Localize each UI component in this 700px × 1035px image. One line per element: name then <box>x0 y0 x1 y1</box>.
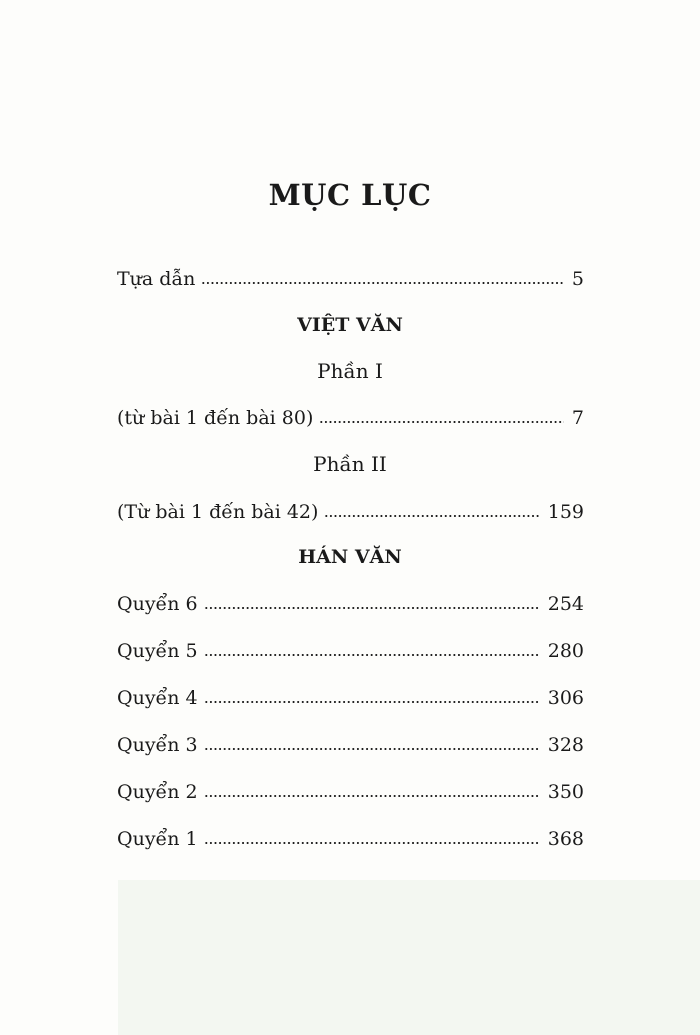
toc-entry-label: Quyển 1 <box>117 828 198 850</box>
toc-entry-page: 254 <box>547 593 584 615</box>
toc-entry-part2[interactable] <box>117 499 584 525</box>
toc-entry-preface[interactable] <box>117 266 584 292</box>
dot-leader <box>324 513 539 519</box>
toc-entry-volume-3[interactable] <box>117 732 584 758</box>
toc-entry-page: 350 <box>547 781 584 803</box>
toc-entry-page: 328 <box>547 734 584 756</box>
toc-entry-label: (Từ bài 1 đến bài 42) <box>117 501 319 523</box>
toc-entry-page: 159 <box>547 501 584 523</box>
dot-leader <box>204 793 540 799</box>
toc-entry-label: Quyển 4 <box>117 687 198 709</box>
dot-leader <box>204 605 540 611</box>
toc-entry-volume-2[interactable] <box>117 779 584 805</box>
toc-entry-page: 306 <box>547 687 584 709</box>
toc-entry-page: 368 <box>547 828 584 850</box>
dot-leader <box>201 280 564 286</box>
toc-entry-label: Quyển 6 <box>117 593 198 615</box>
toc-entry-page: 7 <box>571 407 584 429</box>
dot-leader <box>319 419 564 425</box>
toc-entry-page: 5 <box>571 268 584 290</box>
dot-leader <box>204 840 540 846</box>
dot-leader <box>204 746 540 752</box>
bottom-panel <box>118 880 700 1035</box>
toc-entry-label: Quyển 2 <box>117 781 198 803</box>
toc-entry-volume-6[interactable] <box>117 591 584 617</box>
toc-entry-part1[interactable] <box>117 405 584 431</box>
toc-entry-label: Quyển 3 <box>117 734 198 756</box>
dot-leader <box>204 652 540 658</box>
page-title: MỤC LỤC <box>268 178 432 212</box>
section-heading-viet-van: VIỆT VĂN <box>297 314 403 336</box>
toc-entry-label: Tựa dẫn <box>117 268 196 290</box>
toc-entry-label: Quyển 5 <box>117 640 198 662</box>
toc-entry-volume-4[interactable] <box>117 685 584 711</box>
dot-leader <box>204 699 540 705</box>
toc-entry-volume-5[interactable] <box>117 638 584 664</box>
part-heading-1: Phần I <box>317 359 383 383</box>
section-heading-han-van: HÁN VĂN <box>298 546 402 568</box>
toc-entry-volume-1[interactable] <box>117 826 584 852</box>
toc-entry-page: 280 <box>547 640 584 662</box>
toc-entry-label: (từ bài 1 đến bài 80) <box>117 407 314 429</box>
part-heading-2: Phần II <box>313 452 387 476</box>
